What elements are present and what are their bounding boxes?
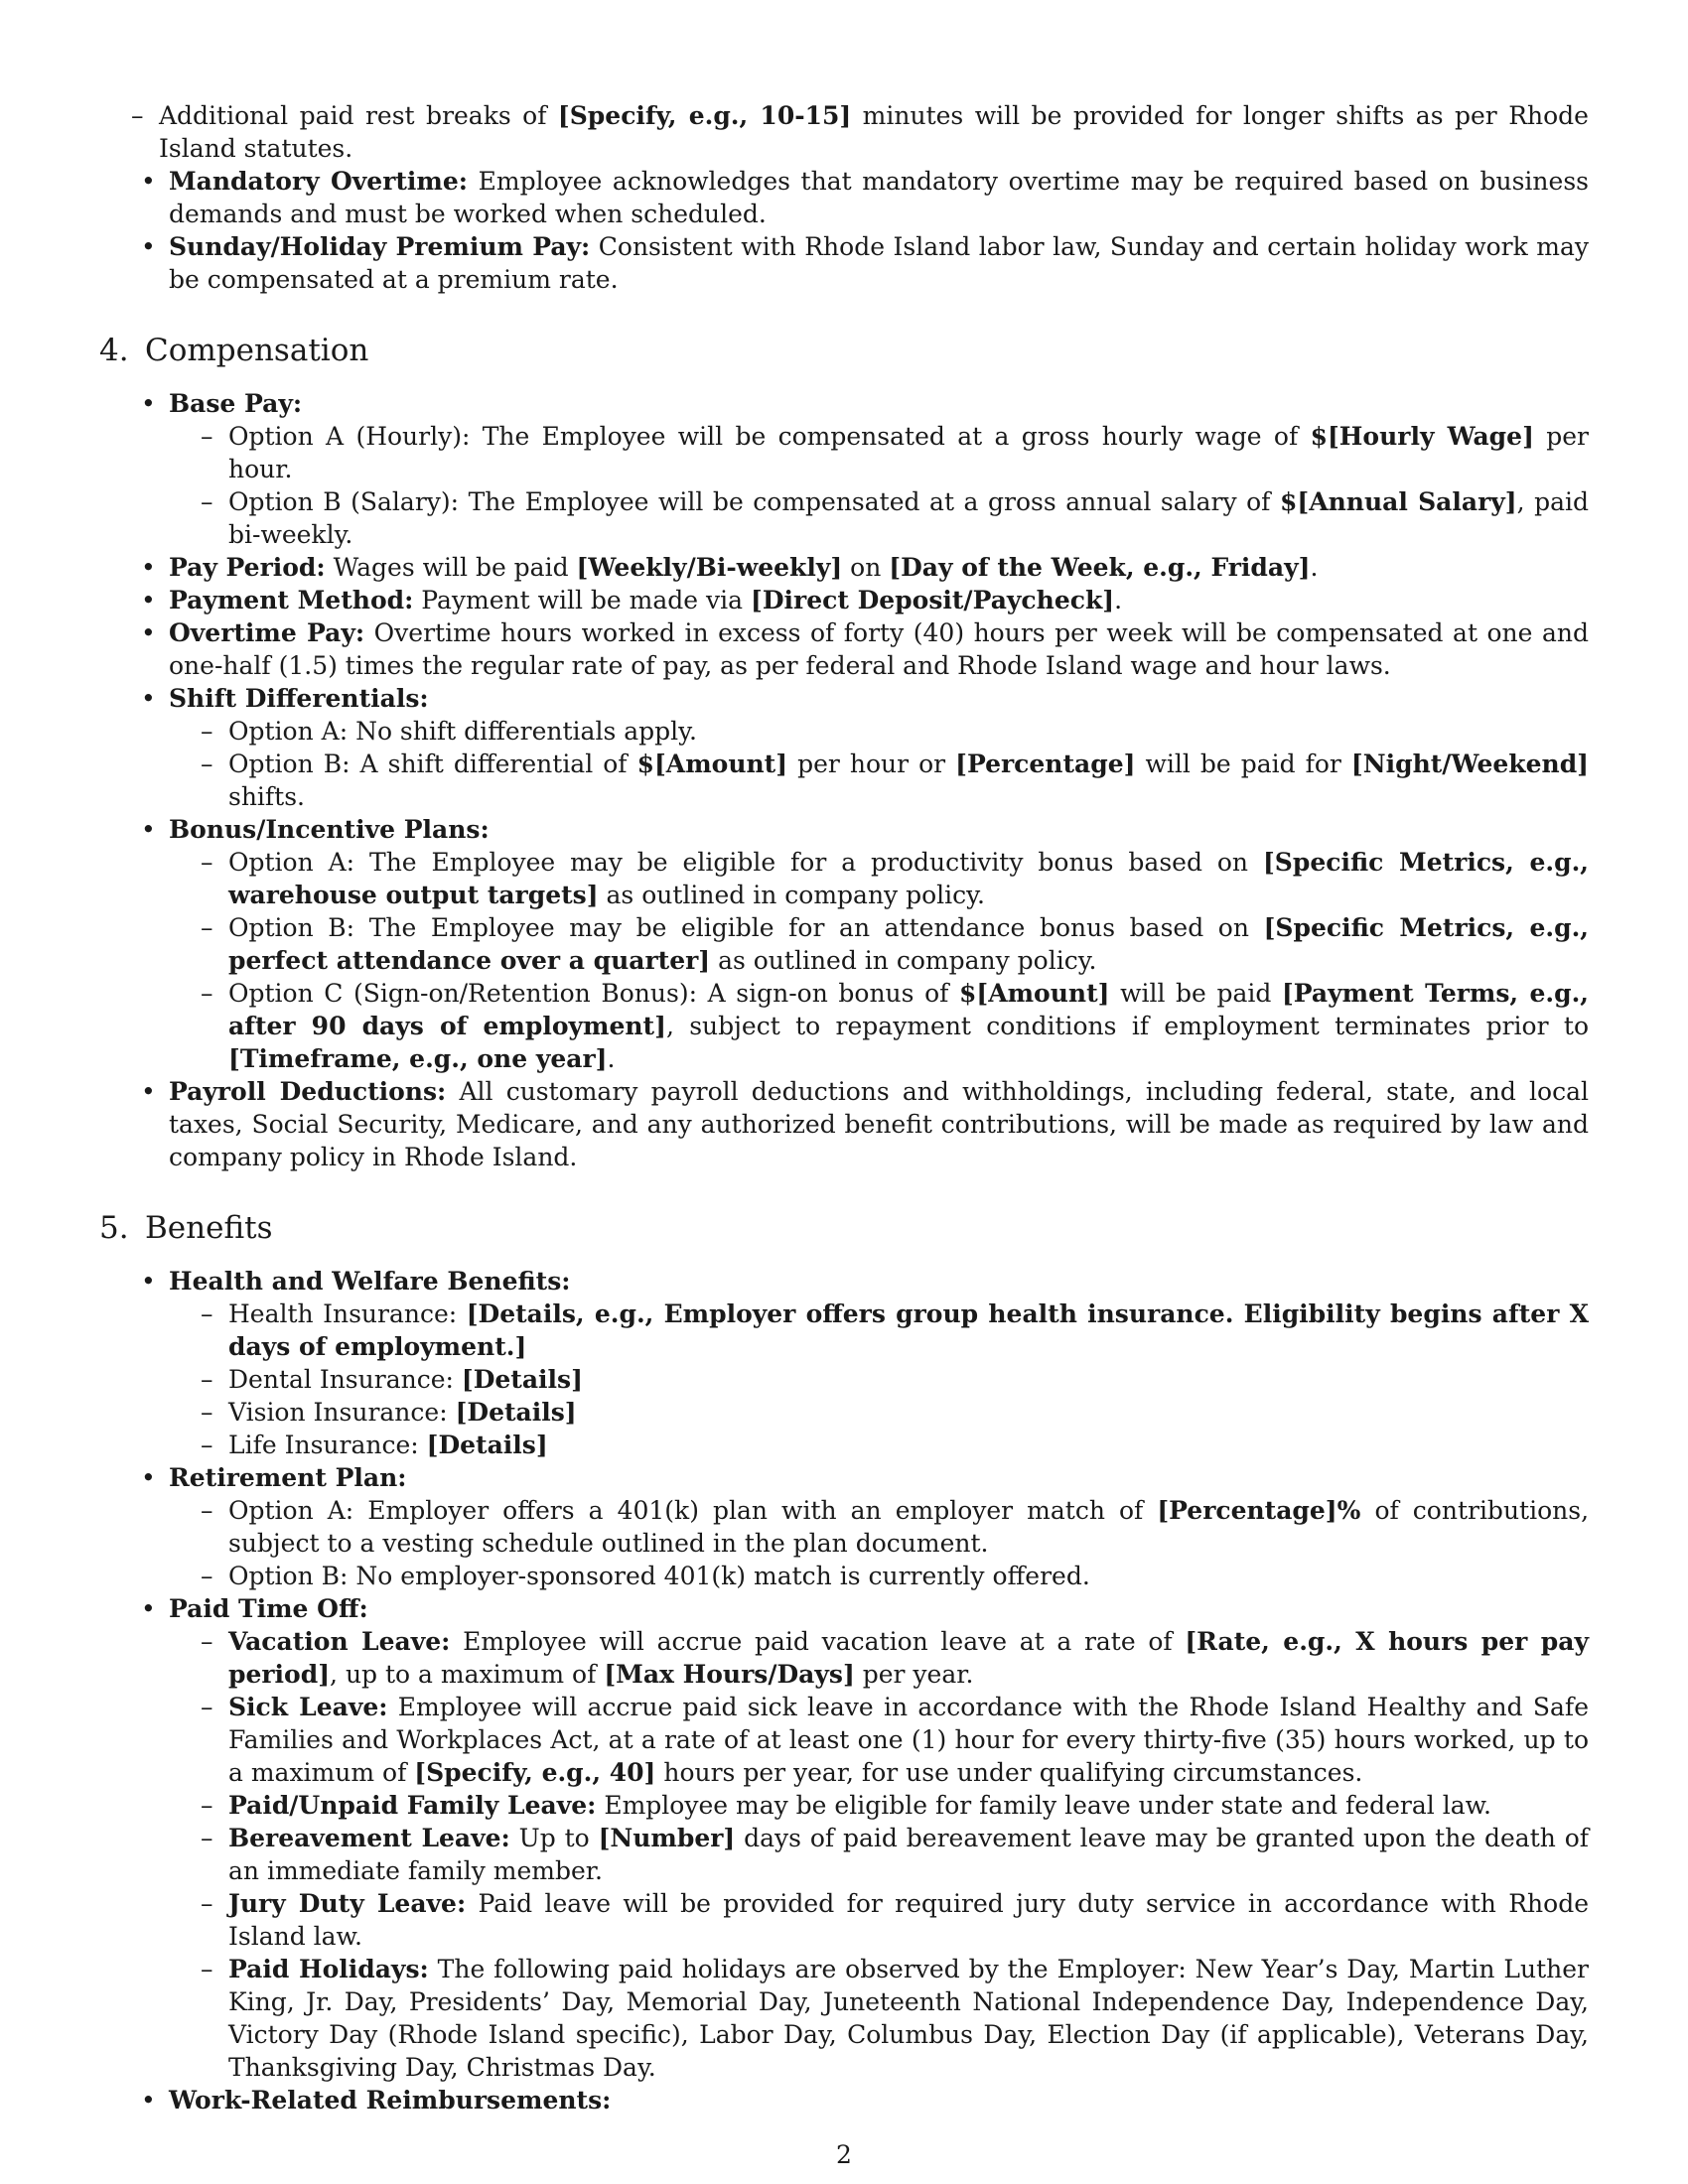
- list-item: – Sick Leave: Employee will accrue paid sick leave in accordance with the Rhode Island Healthy and Safe Families and Workplaces Act, at a rate of at least one (1) hour for every thirty-five (35) hours worked, up to a maximum of [Specify, e.g., 40] hours per year, for use under qualifying circumstances.: [169, 1691, 1589, 1789]
- list-item: – Option B: A shift differential of $[Amount] per hour or [Percentage] will be paid for [Night/Weekend] shifts.: [169, 748, 1589, 813]
- list-item: – Vacation Leave: Employee will accrue paid vacation leave at a rate of [Rate, e.g., X hours per pay period], up to a maximum of [Max Hours/Days] per year.: [169, 1625, 1589, 1691]
- list-item: – Option B (Salary): The Employee will be compensated at a gross annual salary of $[Annual Salary], paid bi-weekly.: [169, 485, 1589, 551]
- list-item: – Option A: No shift differentials apply.: [169, 715, 1589, 748]
- list-item: • Health and Welfare Benefits: – Health Insurance: [Details, e.g., Employer offers group health insurance. Eligibility begins after X days of employment.] – Dental Insurance: [Details] – Vision Insurance: [Details] – Life Insurance: [Details]: [99, 1265, 1589, 1461]
- list-item: – Dental Insurance: [Details]: [169, 1363, 1589, 1396]
- list-item: • Retirement Plan: – Option A: Employer offers a 401(k) plan with an employer match of [Percentage]% of contributions, subject to a vesting schedule outlined in the plan document. – Option B: No employer-sponsored 401(k) match is currently offered.: [99, 1461, 1589, 1592]
- list-item: – Life Insurance: [Details]: [169, 1429, 1589, 1461]
- list-item: • Overtime Pay: Overtime hours worked in excess of forty (40) hours per week will be compensated at one and one-half (1.5) times the regular rate of pay, as per federal and Rhode Island wage and hour laws.: [99, 616, 1589, 682]
- list-item: – Vision Insurance: [Details]: [169, 1396, 1589, 1429]
- list-item: – Bereavement Leave: Up to [Number] days of paid bereavement leave may be granted upon the death of an immediate family member.: [169, 1822, 1589, 1887]
- list-item: – Option A: The Employee may be eligible for a productivity bonus based on [Specific Metrics, e.g., warehouse output targets] as outlined in company policy.: [169, 846, 1589, 911]
- item-label: Sunday/Holiday Premium Pay:: [169, 232, 591, 261]
- list-item: – Option C (Sign-on/Retention Bonus): A sign-on bonus of $[Amount] will be paid [Payment Terms, e.g., after 90 days of employment], subject to repayment conditions if employment terminates prior to [Timeframe, e.g., one year].: [169, 977, 1589, 1075]
- list-item: – Health Insurance: [Details, e.g., Employer offers group health insurance. Eligibility begins after X days of employment.]: [169, 1297, 1589, 1363]
- rest-breaks-sublist: [99, 99, 1589, 165]
- scheduling-list: [99, 165, 1589, 296]
- list-item: • Sunday/Holiday Premium Pay: Consistent with Rhode Island labor law, Sunday and certain holiday work may be compensated at a premium rate.: [99, 230, 1589, 296]
- compensation-list: [99, 387, 1589, 1173]
- list-item: – Jury Duty Leave: Paid leave will be provided for required jury duty service in accordance with Rhode Island law.: [169, 1887, 1589, 1953]
- list-item: • Bonus/Incentive Plans: – Option A: The Employee may be eligible for a productivity bonus based on [Specific Metrics, e.g., warehouse output targets] as outlined in company policy. – Option B: The Employee may be eligible for an attendance bonus based on [Specific Metrics, e.g., perfect attendance over a quarter] as outlined in company policy. – Option C (Sign-on/Retention Bonus): A sign-on bonus of $[Amount] will be paid [Payment Terms, e.g., after 90 days of employment], subject to repayment conditions if employment terminates prior to [Timeframe, e.g., one year].: [99, 813, 1589, 1075]
- list-item: – Option B: No employer-sponsored 401(k) match is currently offered.: [169, 1560, 1589, 1592]
- list-item: • Payroll Deductions: All customary payroll deductions and withholdings, including federal, state, and local taxes, Social Security, Medicare, and any authorized benefit contributions, will be made as required by law and company policy in Rhode Island.: [99, 1075, 1589, 1173]
- list-item: – Option B: The Employee may be eligible for an attendance bonus based on [Specific Metrics, e.g., perfect attendance over a quarter] as outlined in company policy.: [169, 911, 1589, 977]
- list-item: – Additional paid rest breaks of [Specify, e.g., 10-15] minutes will be provided for longer shifts as per Rhode Island statutes.: [99, 99, 1589, 165]
- list-item: • Base Pay: – Option A (Hourly): The Employee will be compensated at a gross hourly wage of $[Hourly Wage] per hour. – Option B (Salary): The Employee will be compensated at a gross annual salary of $[Annual Salary], paid bi-weekly.: [99, 387, 1589, 551]
- list-item: • Shift Differentials: – Option A: No shift differentials apply. – Option B: A shift differential of $[Amount] per hour or [Percentage] will be paid for [Night/Weekend] shifts.: [99, 682, 1589, 813]
- page-number: 2: [836, 2140, 852, 2169]
- list-item: – Paid Holidays: The following paid holidays are observed by the Employer: New Year’s Day, Martin Luther King, Jr. Day, Presidents’ Day, Memorial Day, Juneteenth National Independence Day, Independence Day, Victory Day (Rhode Island specific), Labor Day, Columbus Day, Election Day (if applicable), Veterans Day, Thanksgiving Day, Christmas Day.: [169, 1953, 1589, 2084]
- section-heading-benefits: 5. Benefits: [99, 1210, 273, 1246]
- list-item: – Option A: Employer offers a 401(k) plan with an employer match of [Percentage]% of contributions, subject to a vesting schedule outlined in the plan document.: [169, 1494, 1589, 1560]
- benefits-list: [99, 1265, 1589, 2116]
- section-heading-compensation: 4. Compensation: [99, 333, 369, 368]
- list-item: • Pay Period: Wages will be paid [Weekly/Bi-weekly] on [Day of the Week, e.g., Friday].: [99, 551, 1589, 584]
- list-item: • Mandatory Overtime: Employee acknowledges that mandatory overtime may be required based on business demands and must be worked when scheduled.: [99, 165, 1589, 230]
- list-item: • Paid Time Off: – Vacation Leave: Employee will accrue paid vacation leave at a rate of [Rate, e.g., X hours per pay period], up to a maximum of [Max Hours/Days] per year. – Sick Leave: Employee will accrue paid sick leave in accordance with the Rhode Island Healthy and Safe Families and Workplaces Act, at a rate of at least one (1) hour for every thirty-five (35) hours worked, up to a maximum of [Specify, e.g., 40] hours per year, for use under qualifying circumstances. – Paid/Unpaid Family Leave: Employee may be eligible for family leave under state and federal law. – Bereavement Leave: Up to [Number] days of paid bereavement leave may be granted upon the death of an immediate family member. – Jury Duty Leave: Paid leave will be provided for required jury duty service in accordance with Rhode Island law. – Paid Holidays: The following paid holidays are observed by the Employer: New Year’s Day, Martin Luther King, Jr. Day, Presidents’ Day, Memorial Day, Juneteenth National Independence Day, Independence Day, Victory Day (Rhode Island specific), Labor Day, Columbus Day, Election Day (if applicable), Veterans Day, Thanksgiving Day, Christmas Day.: [99, 1592, 1589, 2084]
- document-page: [99, 99, 1589, 2116]
- list-item: • Work-Related Reimbursements:: [99, 2084, 1589, 2116]
- list-item: – Paid/Unpaid Family Leave: Employee may be eligible for family leave under state and federal law.: [169, 1789, 1589, 1822]
- list-item: • Payment Method: Payment will be made via [Direct Deposit/Paycheck].: [99, 584, 1589, 616]
- item-label: Mandatory Overtime:: [169, 167, 469, 196]
- list-item: – Option A (Hourly): The Employee will be compensated at a gross hourly wage of $[Hourly Wage] per hour.: [169, 420, 1589, 485]
